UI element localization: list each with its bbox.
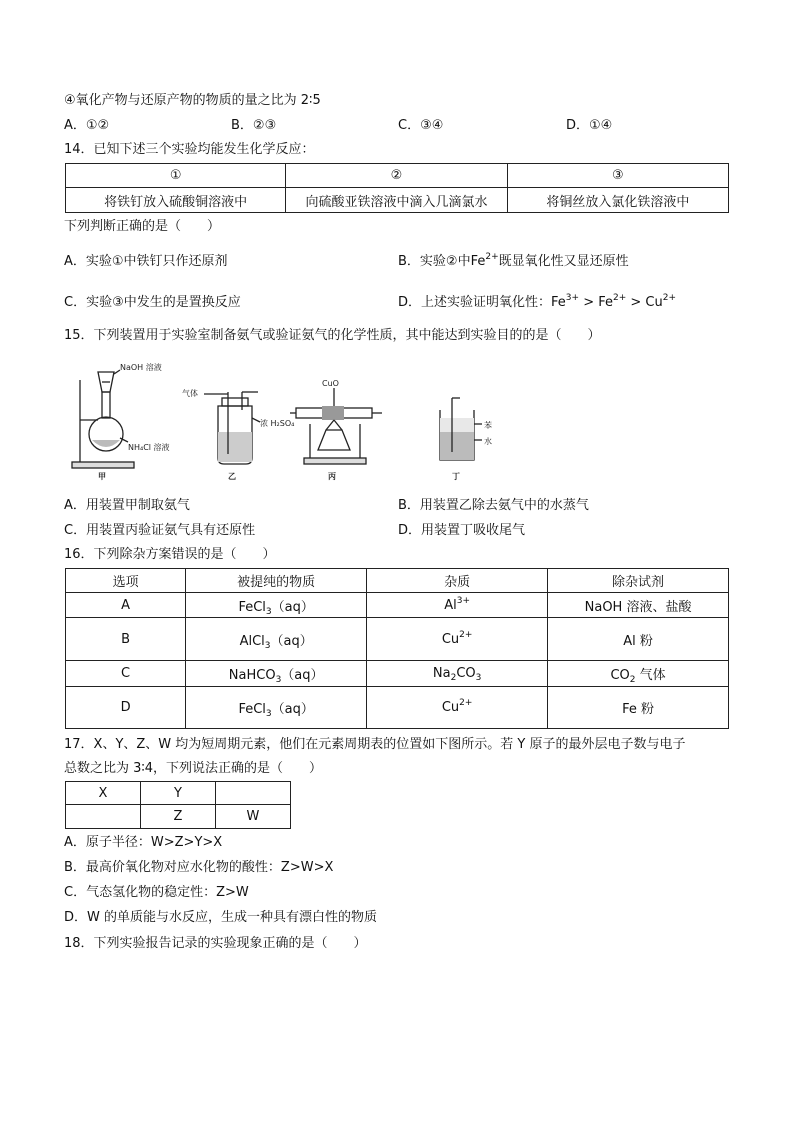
q13-item4: ④氧化产物与还原产物的物质的量之比为 2∶5 [64,93,321,108]
label-ding: 丁 [452,472,460,481]
q16-row-d [66,687,729,729]
label-cuo: CuO [322,379,339,388]
apparatus-jia [72,370,134,468]
grid-cell-empty [66,805,141,829]
q13-option-d[interactable]: D．①④ [566,118,613,133]
grid-cell-x: X [66,782,141,805]
q16-cell-substance: FeCl$_3$（aq） [186,687,367,729]
label-gas: 气体 [182,389,198,398]
apparatus-bing [290,388,382,464]
q14-option-d-mid1: > Fe [579,295,613,310]
q17-option-a[interactable]: A．原子半径：W>Z>Y>X [64,835,223,850]
label-nh4cl: NH₄Cl 溶液 [128,443,170,452]
grid-cell-w: W [215,805,290,829]
apparatus-yi [204,392,260,464]
label-bing: 丙 [328,472,336,481]
q16-cell-substance: FeCl$_3$（aq） [186,593,367,618]
q16-cell-option: D [66,687,186,729]
q17-stem-line2: 总数之比为 3∶4，下列说法正确的是（ ） [64,761,323,776]
q14-table [65,163,729,213]
q16-cell-reagent: Al 粉 [548,618,729,661]
q14-option-c[interactable]: C．实验③中发生的是置换反应 [64,295,241,310]
q18-stem: 18．下列实验报告记录的实验现象正确的是（ ） [64,936,367,951]
q16-cell-substance: AlCl$_3$（aq） [186,618,367,661]
q17-option-d[interactable]: D．W 的单质能与水反应，生成一种具有漂白性的物质 [64,910,377,925]
q14-option-b-text2: 既显氧化性又显还原性 [498,254,629,269]
q17-option-b[interactable]: B．最高价氧化物对应水化物的酸性：Z>W>X [64,860,334,875]
q16-header-option: 选项 [66,569,186,593]
q16-cell-impurity: $Cu^{2+}$ [367,618,548,661]
q16-cell-option: C [66,661,186,687]
q14-cell-3: 将铜丝放入氯化铁溶液中 [507,188,728,213]
q13-option-a[interactable]: A．①② [64,118,110,133]
q16-stem: 16．下列除杂方案错误的是（ ） [64,547,276,562]
q16-cell-reagent: NaOH 溶液、盐酸 [548,593,729,618]
q14-option-a[interactable]: A．实验①中铁钉只作还原剂 [64,254,228,269]
q13-option-b[interactable]: B．②③ [231,118,277,133]
q14-header-3: ③ [507,164,728,188]
q17-option-c[interactable]: C．气态氢化物的稳定性：Z>W [64,885,249,900]
q14-cell-2: 向硫酸亚铁溶液中滴入几滴氯水 [286,188,507,213]
q14-option-b-text: B．实验②中Fe [398,254,486,269]
q14-option-d[interactable] [398,294,676,312]
q14-option-b[interactable] [398,253,629,271]
q13-option-c[interactable]: C．③④ [398,118,444,133]
q15-option-d[interactable]: D．用装置丁吸收尾气 [398,523,526,538]
q16-cell-impurity: $Al^{3+}$ [367,593,548,618]
q14-stem: 14．已知下述三个实验均能发生化学反应： [64,142,315,157]
q17-periodic-grid [65,781,291,829]
q14-option-d-sup2: 2+ [612,293,627,303]
q14-option-b-sup: 2+ [485,252,499,262]
label-naoh: NaOH 溶液 [120,363,162,372]
label-h2so4: 浓 H₂SO₄ [260,419,295,428]
q16-cell-impurity: $Na_2CO_3$ [367,661,548,687]
label-yi: 乙 [228,472,236,481]
q14-cell-1: 将铁钉放入硫酸铜溶液中 [66,188,286,213]
q16-cell-reagent: $CO_2$ 气体 [548,661,729,687]
q15-option-c[interactable]: C．用装置丙验证氨气具有还原性 [64,523,256,538]
q16-header-reagent: 除杂试剂 [548,569,729,593]
apparatus-ding [440,398,482,460]
q16-cell-reagent: Fe 粉 [548,687,729,729]
q15-apparatus-figure [64,358,504,492]
q14-option-d-sup1: 3+ [565,293,580,303]
q14-header-2: ② [286,164,507,188]
label-jia: 甲 [98,472,106,481]
q16-row-a [66,593,729,618]
grid-cell-empty [215,782,290,805]
q16-cell-impurity: $Cu^{2+}$ [367,687,548,729]
q14-option-d-sup3: 2+ [662,293,677,303]
q14-option-d-mid2: > Cu [626,295,663,310]
q16-row-b [66,618,729,661]
q16-cell-option: A [66,593,186,618]
q14-option-d-text: D．上述实验证明氧化性：Fe [398,295,566,310]
q16-cell-option: B [66,618,186,661]
q17-stem-line1: 17．X、Y、Z、W 均为短周期元素，他们在元素周期表的位置如下图所示。若 Y 原子的最外层电子数与电子 [64,737,686,752]
q15-stem: 15．下列装置用于实验室制备氨气或验证氨气的化学性质，其中能达到实验目的的是（ ） [64,328,601,343]
grid-cell-z: Z [140,805,215,829]
q16-header-substance: 被提纯的物质 [186,569,367,593]
q15-option-b[interactable]: B．用装置乙除去氨气中的水蒸气 [398,498,589,513]
grid-cell-y: Y [140,782,215,805]
q16-table [65,568,729,729]
q14-header-1: ① [66,164,286,188]
q14-ask: 下列判断正确的是（ ） [64,219,221,234]
label-shui: 水 [484,437,492,446]
q16-cell-substance: NaHCO$_3$（aq） [186,661,367,687]
q16-header-impurity: 杂质 [367,569,548,593]
q16-row-c [66,661,729,687]
label-ben: 苯 [484,421,492,430]
q15-option-a[interactable]: A．用装置甲制取氨气 [64,498,190,513]
